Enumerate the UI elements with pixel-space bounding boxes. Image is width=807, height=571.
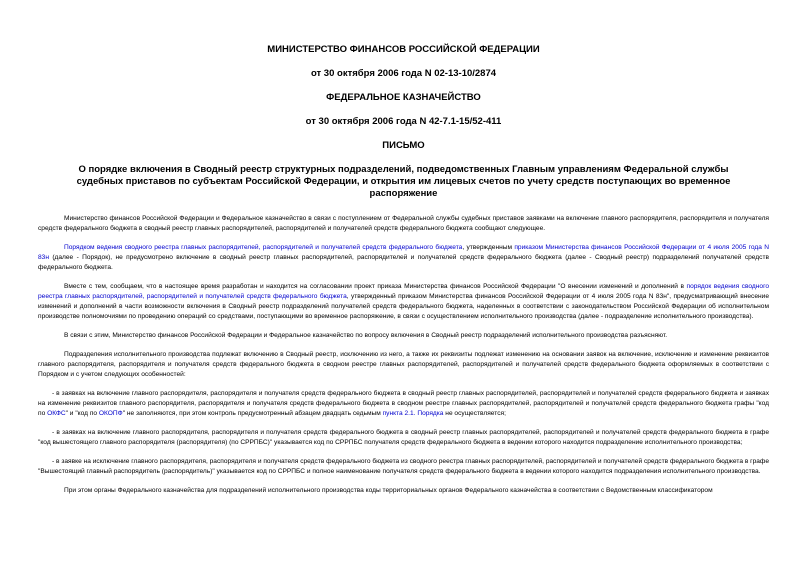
document-type: ПИСЬМО [382, 140, 425, 151]
bullet-inclusion-text: - в заявках на включение главного распорядителя, распорядителя и получателя средств федерального бюджета в сводный реестр главных распорядителей, распорядителей и получателей средств федерального бюджета в графе "код вышестоящего главного распорядителя (распорядителя) (по СРРПБС)" указывается код по СРРПБС получателя средств федерального бюджета в ведении которого находится подразделение исполнительного производства; [38, 429, 769, 446]
procedure-link[interactable]: Порядком ведения сводного реестра главных распорядителей, распорядителей и получателей средств федерального бюджета [64, 244, 463, 251]
bullet-codes-text-d: не осуществляется; [445, 410, 506, 417]
clarification-text: В связи с этим, Министерство финансов Российской Федерации и Федеральное казначейство по вопросу включения в Сводный реестр подразделений исполнительного производства разъясняют. [64, 332, 668, 339]
paragraph-intro [38, 214, 769, 234]
bullet-inclusion [38, 428, 769, 448]
bullet-exclusion-text: - в заявке на исключение главного распорядителя, распорядителя и получателя средств федерального бюджета из сводного реестра главных распорядителей, распорядителей и получателей средств федерального бюджета в графе "Вышестоящий главный распорядитель (распорядитель)" указывается код по СРРПБС и полное наименование получателя средств федерального бюджета в ведении которого находится подразделения исполнительного производства. [38, 458, 769, 475]
bullet-codes [38, 389, 769, 419]
document-header [38, 0, 769, 152]
draft-text-a: Вместе с тем, сообщаем, что в настоящее время разработан и находится на согласовании проект приказа Министерства финансов Российской Федерации "О внесении изменений и дополнений в [64, 283, 684, 290]
features-text: Подразделения исполнительного производства подлежат включению в Сводный реестр, исключению из него, а также их реквизиты подлежат изменению на основании заявок на включение, исключение и изменение реквизитов главного распорядителя, распорядителя и получателя средств федерального бюджета в сводном реестре главных распорядителей, распорядителей и получателей средств федерального бюджета оформляемых в соответствии с Порядком и с учетом следующих особенностей: [38, 351, 769, 378]
treasury-title: ФЕДЕРАЛЬНОЕ КАЗНАЧЕЙСТВО [326, 92, 481, 103]
bullet-exclusion [38, 457, 769, 477]
bullet-codes-text-a: - в заявках на включение главного распорядителя, распорядителя и получателя средств федерального бюджета в сводный реестр главных распорядителей, распорядителей и получателей средств федерального бюджета и заявках на изменение реквизитов главного распорядителя, распорядителя и получателя средств федерального бюджета в сводном реестре главных распорядителей, распорядителей и получателей средств федерального бюджета графы "код по [38, 390, 769, 417]
paragraph-clarification [38, 331, 769, 341]
document-subject: О порядке включения в Сводный реестр структурных подразделений, подведомственных Главным управлениям Федеральной службы судебных приставов по субъектам Российской Федерации, и открытия им лицевых счетов по учету средств поступающих во временное распоряжение [76, 164, 731, 199]
draft-procedure-link[interactable]: порядок ведения сводного реестра главных распорядителей, распорядителей и получателей средств федерального бюджета [38, 283, 769, 300]
paragraph-procedure [38, 243, 769, 273]
mf-order-link[interactable]: приказом Министерства финансов Российской Федерации от 4 июля 2005 года N 83н [38, 244, 769, 261]
bullet-codes-text-c: " не заполняются, при этом контроль предусмотренный абзацем двадцать седьмым [122, 410, 381, 417]
ministry-reference: от 30 октября 2006 года N 02-13-10/2874 [310, 68, 497, 79]
ministry-title: МИНИСТЕРСТВО ФИНАНСОВ РОССИЙСКОЙ ФЕДЕРАЦИИ [267, 44, 540, 55]
paragraph-intro-text: Министерство финансов Российской Федерации и Федеральное казначейство в связи с поступлением от Федеральной службы судебных приставов заявками на включение главного распорядителя, распорядителя и получателя средств федерального бюджета в сводный реестр главных распорядителей, распорядителей и получателей средств федерального бюджета сообщают следующее. [38, 215, 769, 232]
paragraph-draft-order [38, 282, 769, 322]
treasury-reference: от 30 октября 2006 года N 42-7.1-15/52-411 [305, 116, 502, 127]
okopf-link[interactable]: ОКОПФ [98, 410, 123, 417]
treasury-codes-text: При этом органы Федерального казначейства для подразделений исполнительного производства коды территориальных органов Федерального казначейства в соответствии с Ведомственным классификатором [64, 487, 713, 494]
bullet-codes-text-b: " и "код по [65, 410, 98, 417]
okfs-link[interactable]: ОКФС [47, 410, 66, 417]
draft-text-b: , утвержденный приказом Министерства финансов Российской Федерации от 4 июля 2005 года N 83н", предусматривающий внесение изменений и дополнений в части возможности включения в Сводный реестр подразделений получателей средств федерального бюджета, наделенных в соответствии с законодательством Российской Федерации об исполнительном производстве полномочиями по проведению операций со средствами, поступающими во временное распоряжение, в связи с осуществлением исполнительного производства (далее - подразделение исполнительного производства). [38, 293, 769, 320]
clause-2-1-link[interactable]: пункта 2.1. Порядка [382, 410, 444, 417]
document-body [38, 214, 769, 496]
paragraph-treasury-codes [38, 486, 769, 496]
procedure-text-a: , утвержденным [462, 244, 513, 251]
paragraph-features [38, 350, 769, 380]
procedure-text-b: (далее - Порядок), не предусмотрено включение в сводный реестр главных распорядителей, распорядителей и получателей средств федерального бюджета (далее - Сводный реестр) подразделений получателей средств федерального бюджета. [38, 254, 769, 271]
